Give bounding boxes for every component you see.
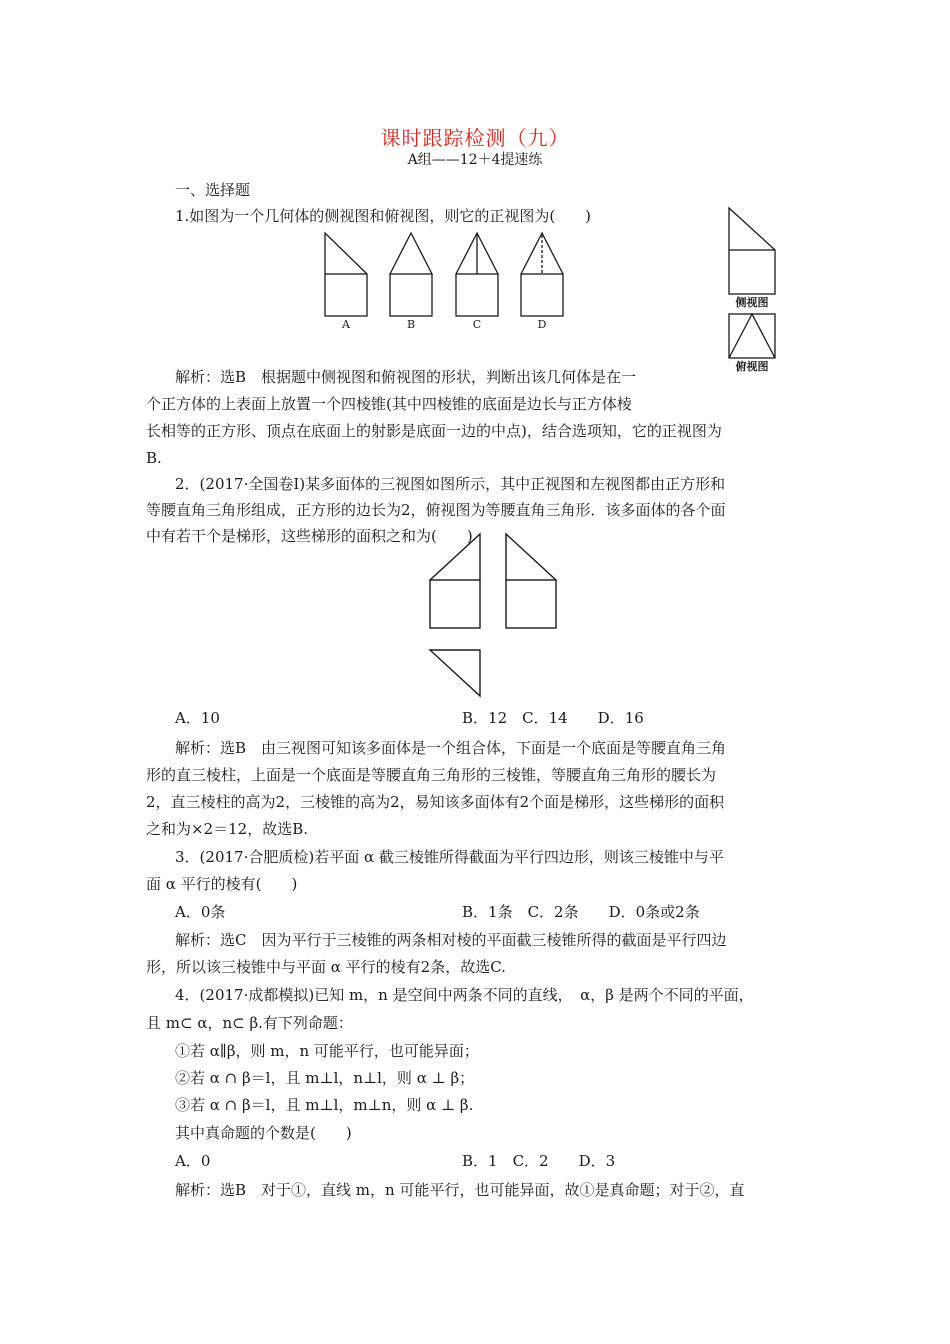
option-a-front-view bbox=[325, 233, 367, 316]
q3-solution-line-2: 形，所以该三棱锥中与平面 α 平行的棱有2条，故选C. bbox=[146, 958, 506, 976]
q1-solution-line-2: 个正方体的上表面上放置一个四棱锥(其中四棱锥的底面是边长与正方体棱 bbox=[146, 395, 632, 413]
q3-solution-line-1: 解析：选C 因为平行于三棱锥的两条相对棱的平面截三棱锥所得的截面是平行四边 bbox=[175, 931, 727, 949]
q2-stem-line-1: 2．(2017·全国卷Ⅰ)某多面体的三视图如图所示，其中正视图和左视图都由正方形和 bbox=[175, 475, 726, 493]
page-subtitle: A组——12＋4提速练 bbox=[407, 152, 543, 168]
option-b-front-view bbox=[390, 233, 432, 316]
q3-choices-bcd: B．1条 C．2条 D．0条或2条 bbox=[462, 903, 700, 921]
q2-choice-a: A．10 bbox=[175, 709, 220, 727]
q2-stem-line-2: 等腰直角三角形组成，正方形的边长为2，俯视图为等腰直角三角形．该多面体的各个面 bbox=[146, 501, 726, 519]
option-c-front-view bbox=[456, 233, 498, 316]
q1-stem: 1.如图为一个几何体的侧视图和俯视图，则它的正视图为( ) bbox=[175, 207, 592, 225]
q2-solution-line-4: 之和为×2＝12，故选B. bbox=[146, 820, 308, 838]
q2-stem-line-3: 中有若干个是梯形，这些梯形的面积之和为( ) bbox=[146, 527, 473, 545]
q1-solution-line-4: B. bbox=[146, 449, 162, 467]
q1-solution-line-3: 长相等的正方形、顶点在底面上的射影是底面一边的中点)，结合选项知，它的正视图为 bbox=[146, 422, 722, 440]
top-view-drawing bbox=[430, 650, 480, 696]
q3-choice-a: A．0条 bbox=[175, 903, 226, 921]
q1-solution-line-1: 解析：选B 根据题中侧视图和俯视图的形状，判断出该几何体是在一 bbox=[175, 368, 637, 386]
q1-given-views-figure bbox=[724, 204, 784, 374]
section-heading: 一、选择题 bbox=[175, 181, 251, 199]
option-b-label: B bbox=[406, 318, 416, 331]
top-view-drawing bbox=[729, 314, 775, 358]
q4-proposition-1: ①若 α∥β，则 m，n 可能平行，也可能异面； bbox=[175, 1042, 479, 1060]
q4-stem-line-2: 且 m⊂ α，n⊂ β.有下列命题： bbox=[146, 1014, 353, 1032]
q4-solution-line-1: 解析：选B 对于①，直线 m，n 可能平行，也可能异面，故①是真命题；对于②，直 bbox=[175, 1181, 745, 1199]
page-title: 课时跟踪检测（九） bbox=[380, 126, 570, 150]
q2-solution-line-1: 解析：选B 由三视图可知该多面体是一个组合体，下面是一个底面是等腰直角三角 bbox=[175, 739, 727, 757]
top-view-label: 俯视图 bbox=[735, 360, 769, 373]
front-view-drawing bbox=[430, 534, 480, 628]
q4-choices-bcd: B．1 C．2 D．3 bbox=[462, 1152, 616, 1170]
left-view-drawing bbox=[506, 534, 556, 628]
q2-solution-line-3: 2，直三棱柱的高为2，三棱锥的高为2，易知该多面体有2个面是梯形，这些梯形的面积 bbox=[146, 793, 725, 811]
q4-question: 其中真命题的个数是( ) bbox=[175, 1124, 352, 1142]
q4-choice-a: A．0 bbox=[175, 1152, 211, 1170]
q2-three-views-figure bbox=[424, 528, 564, 698]
side-view-drawing bbox=[729, 208, 775, 294]
q4-stem-line-1: 4．(2017·成都模拟)已知 m，n 是空间中两条不同的直线， α，β 是两个不同的平面， bbox=[175, 986, 754, 1004]
option-c-label: C bbox=[472, 318, 482, 331]
q3-stem-line-1: 3．(2017·合肥质检)若平面 α 截三棱锥所得截面为平行四边形，则该三棱锥中与平 bbox=[175, 848, 724, 866]
option-a-label: A bbox=[342, 318, 350, 331]
q3-stem-line-2: 面 α 平行的棱有( ) bbox=[146, 875, 298, 893]
option-d-label: D bbox=[537, 318, 547, 331]
q4-proposition-3: ③若 α ∩ β＝l，且 m⊥l，m⊥n，则 α ⊥ β. bbox=[175, 1096, 474, 1114]
side-view-label: 侧视图 bbox=[735, 296, 769, 309]
option-d-front-view bbox=[521, 233, 563, 316]
q1-options-figure bbox=[318, 228, 578, 331]
q2-solution-line-2: 形的直三棱柱，上面是一个底面是等腰直角三角形的三棱锥，等腰直角三角形的腰长为 bbox=[146, 766, 717, 784]
q2-choices-bcd: B．12 C．14 D．16 bbox=[462, 709, 644, 727]
q4-proposition-2: ②若 α ∩ β＝l，且 m⊥l，n⊥l，则 α ⊥ β； bbox=[175, 1069, 475, 1087]
